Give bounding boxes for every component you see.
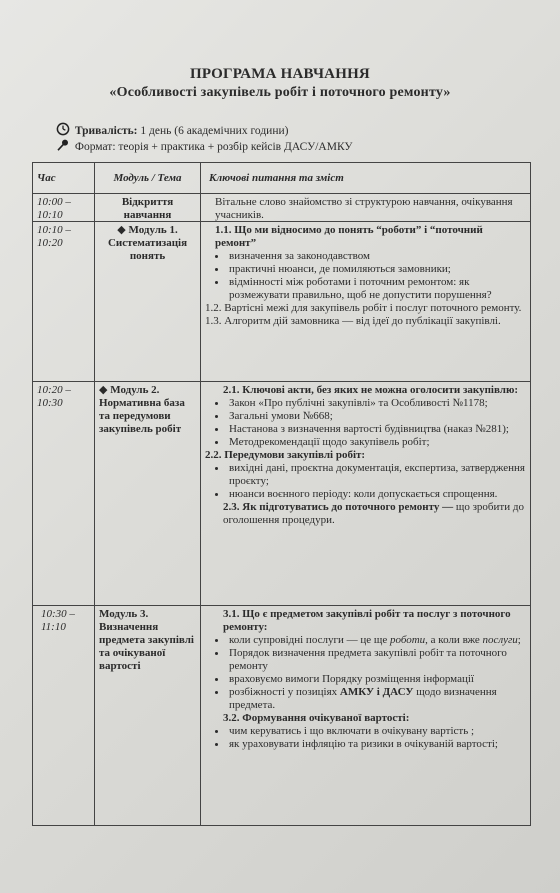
list-item: • Загальні умови №668; <box>227 410 526 423</box>
list-item: • Методрекомендації щодо закупівель робіт; <box>227 436 526 449</box>
table-row <box>33 606 530 826</box>
row-module: ◆ Модуль 2. Нормативна база та передумови закупівель робіт <box>95 382 201 605</box>
pin-icon <box>56 138 70 152</box>
format-text: Формат: теорія + практика + розбір кейсів ДАСУ/АМКУ <box>74 141 353 153</box>
list-item: • Настанова з визначення вартості будівництва (наказ №281); <box>227 423 526 436</box>
document-title: ПРОГРАМА НАВЧАННЯ <box>190 66 370 82</box>
row-content <box>201 222 530 381</box>
row-content-text: Вітальне слово знайомство зі структурою навчання, очікування учасників. <box>215 196 513 221</box>
list-item: • Закон «Про публічні закупівлі» та Особливості №1178; <box>227 397 526 410</box>
format-line <box>56 138 353 154</box>
question-list <box>205 397 526 449</box>
row-time: 10:00 – 10:10 <box>33 194 95 224</box>
list-item: • коли супровідні послуги — це ще роботи, а коли вже послуги; <box>227 634 526 647</box>
row-content <box>201 382 530 605</box>
list-item: • розбіжності у позиціях АМКУ і ДАСУ щодо визначення предмета. <box>227 686 526 712</box>
question-list <box>205 462 526 501</box>
list-item: • відмінності між роботами і поточним ремонтом: як розмежувати правильно, щоб не допустити порушення? <box>227 276 526 302</box>
question-text: 1.2. Вартісні межі для закупівель робіт і послуг поточного ремонту. <box>205 302 522 314</box>
row-module: ◆ Модуль 1. Систематизація понять <box>95 222 201 381</box>
question-list <box>205 725 526 751</box>
header-content: Ключові питання та зміст <box>209 171 344 184</box>
clock-icon <box>56 122 70 136</box>
list-item: • нюанси воєнного періоду: коли допускається спрощення. <box>227 488 526 501</box>
list-item: • чим керуватись і що включати в очікувану вартість ; <box>227 725 526 738</box>
question-heading: 1.1. Що ми відносимо до понять “роботи” і “поточний ремонт” <box>215 224 483 249</box>
question-heading: 2.2. Передумови закупівлі робіт: <box>205 449 366 461</box>
duration-value: 1 день (6 академічних години) <box>140 125 289 137</box>
list-item: • вихідні дані, проєктна документація, експертиза, затвердження проєкту; <box>227 462 526 488</box>
row-time: 10:20 – 10:30 <box>33 382 95 605</box>
question-heading: 3.1. Що є предметом закупівлі робіт та послуг з поточного ремонту: <box>223 608 511 633</box>
row-content <box>201 606 530 825</box>
list-item: • практичні нюанси, де помиляються замовники; <box>227 263 526 276</box>
list-item: • визначення за законодавством <box>227 250 526 263</box>
list-item: • як ураховувати інфляцію та ризики в очікуваній вартості; <box>227 738 526 751</box>
question-tail: що зробити до оголошення процедури. <box>223 501 524 526</box>
question-text: 1.3. Алгоритм дій замовника — від ідеї до публікації закупівлі. <box>205 315 501 327</box>
question-heading: 2.3. Як підготуватись до поточного ремонту — <box>223 501 454 513</box>
question-text <box>205 501 526 527</box>
header-module: Модуль / Тема <box>95 163 201 193</box>
list-item: • враховуємо вимоги Порядку розміщення інформації <box>227 673 526 686</box>
question-list <box>205 634 526 712</box>
table-row <box>33 382 530 606</box>
row-module: Відкриття навчання <box>95 194 201 224</box>
table-row <box>33 194 530 222</box>
table-row <box>33 222 530 382</box>
row-time: 10:10 – 10:20 <box>33 222 95 381</box>
program-table <box>32 162 531 826</box>
question-list <box>205 250 526 302</box>
document-subtitle: «Особливості закупівель робіт і поточного ремонту» <box>109 85 451 100</box>
question-heading: 3.2. Формування очікуваної вартості: <box>223 712 410 724</box>
row-time: 10:30 – 11:10 <box>33 606 95 825</box>
duration-line <box>56 122 288 138</box>
header-time: Час <box>33 163 95 193</box>
duration-label: Тривалість: <box>74 125 138 137</box>
table-header-row <box>33 163 530 194</box>
row-content <box>201 194 530 224</box>
row-module: Модуль 3. Визначення предмета закупівлі та очікуваної вартості <box>95 606 201 825</box>
question-heading: 2.1. Ключові акти, без яких не можна оголосити закупівлю: <box>223 384 519 396</box>
list-item: • Порядок визначення предмета закупівлі робіт та поточного ремонту <box>227 647 526 673</box>
